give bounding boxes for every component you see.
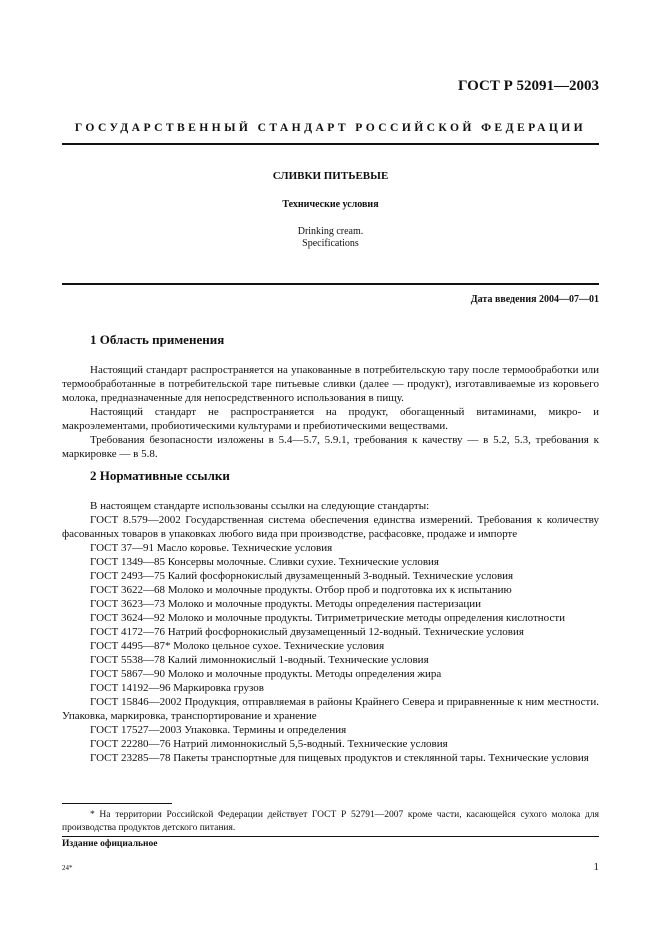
footnote-rule — [62, 803, 172, 804]
list-item: ГОСТ 37—91 Масло коровье. Технические условия — [90, 542, 333, 554]
document-title: СЛИВКИ ПИТЬЕВЫЕ — [272, 170, 389, 182]
footnote — [62, 809, 599, 835]
list-item: ГОСТ 23285—78 Пакеты транспортные для пищевых продуктов и стеклянной тары. Технические условия — [90, 752, 589, 764]
edition-label: Издание официальное — [62, 839, 158, 849]
list-item: ГОСТ 8.579—2002 Государственная система обеспечения единства измерений. Требования к количеству фасованных товаров в упаковках любого вида при производстве, расфасовке, продаже и импорте — [62, 514, 599, 540]
section-1-body — [62, 363, 599, 461]
list-item: ГОСТ 5867—90 Молоко и молочные продукты. Методы определения жира — [90, 668, 442, 680]
list-item: ГОСТ 5538—78 Калий лимоннокислый 1-водный. Технические условия — [90, 654, 429, 666]
list-item: ГОСТ 3623—73 Молоко и молочные продукты. Методы определения пастеризации — [90, 598, 482, 610]
list-item: ГОСТ 22280—76 Натрий лимоннокислый 5,5-водный. Технические условия — [90, 738, 448, 750]
references-list — [62, 499, 599, 765]
state-standard-title: ГОСУДАРСТВЕННЫЙ СТАНДАРТ РОССИЙСКОЙ ФЕДЕРАЦИИ — [74, 121, 587, 134]
header-rule — [62, 143, 599, 145]
list-item: ГОСТ 4172—76 Натрий фосфорнокислый двузамещенный 12-водный. Технические условия — [90, 626, 524, 638]
list-item: ГОСТ 17527—2003 Упаковка. Термины и определения — [90, 724, 347, 736]
list-item: ГОСТ 3622—68 Молоко и молочные продукты. Отбор проб и подготовка их к испытанию — [90, 584, 512, 596]
print-mark: 24* — [62, 864, 73, 872]
list-item: ГОСТ 15846—2002 Продукция, отправляемая в районы Крайнего Севера и приравненные к ним местности. Упаковка, маркировка, транспортирование и хранение — [62, 696, 599, 722]
english-title-line-2: Specifications — [302, 238, 359, 249]
list-item: ГОСТ 14192—96 Маркировка грузов — [90, 682, 264, 694]
section-1-heading: 1 Область применения — [90, 332, 225, 347]
footnote-text: * На территории Российской Федерации действует ГОСТ Р 52791—2007 кроме части, касающейся сухого молока для производства продуктов детского питания. — [62, 810, 599, 833]
references-intro: В настоящем стандарте использованы ссылки на следующие стандарты: — [90, 500, 430, 512]
doc-number: ГОСТ Р 52091—2003 — [457, 78, 599, 94]
list-item: ГОСТ 1349—85 Консервы молочные. Сливки сухие. Технические условия — [90, 556, 439, 568]
page-number: 1 — [593, 861, 599, 873]
list-item: ГОСТ 3624—92 Молоко и молочные продукты. Титриметрические методы определения кислотности — [90, 612, 566, 624]
paragraph: Настоящий стандарт не распространяется на продукт, обогащенный витаминами, микро- и макроэлементами, пробиотическими культурами и пребиотическими веществами. — [62, 406, 599, 432]
introduction-date: Дата введения 2004—07—01 — [470, 294, 599, 305]
document-subtitle: Технические условия — [282, 199, 379, 210]
list-item: ГОСТ 2493—75 Калий фосфорнокислый двузамещенный 3-водный. Технические условия — [90, 570, 514, 582]
paragraph: Требования безопасности изложены в 5.4—5.7, 5.9.1, требования к качеству — в 5.2, 5.3, требования к маркировке — в 5.8. — [62, 434, 599, 460]
english-title-line-1: Drinking cream. — [297, 226, 364, 237]
section-2-heading: 2 Нормативные ссылки — [90, 468, 230, 483]
list-item: ГОСТ 4495—87* Молоко цельное сухое. Технические условия — [90, 640, 385, 652]
paragraph: Настоящий стандарт распространяется на упакованные в потребительскую тару после термообработки или термообработанные в потребительской таре питьевые сливки (далее — продукт), изготавливаемые из коровьего молока, предназначенные для непосредственного использования в пищу. — [62, 364, 599, 404]
footer-rule — [62, 836, 599, 837]
title-rule — [62, 283, 599, 285]
